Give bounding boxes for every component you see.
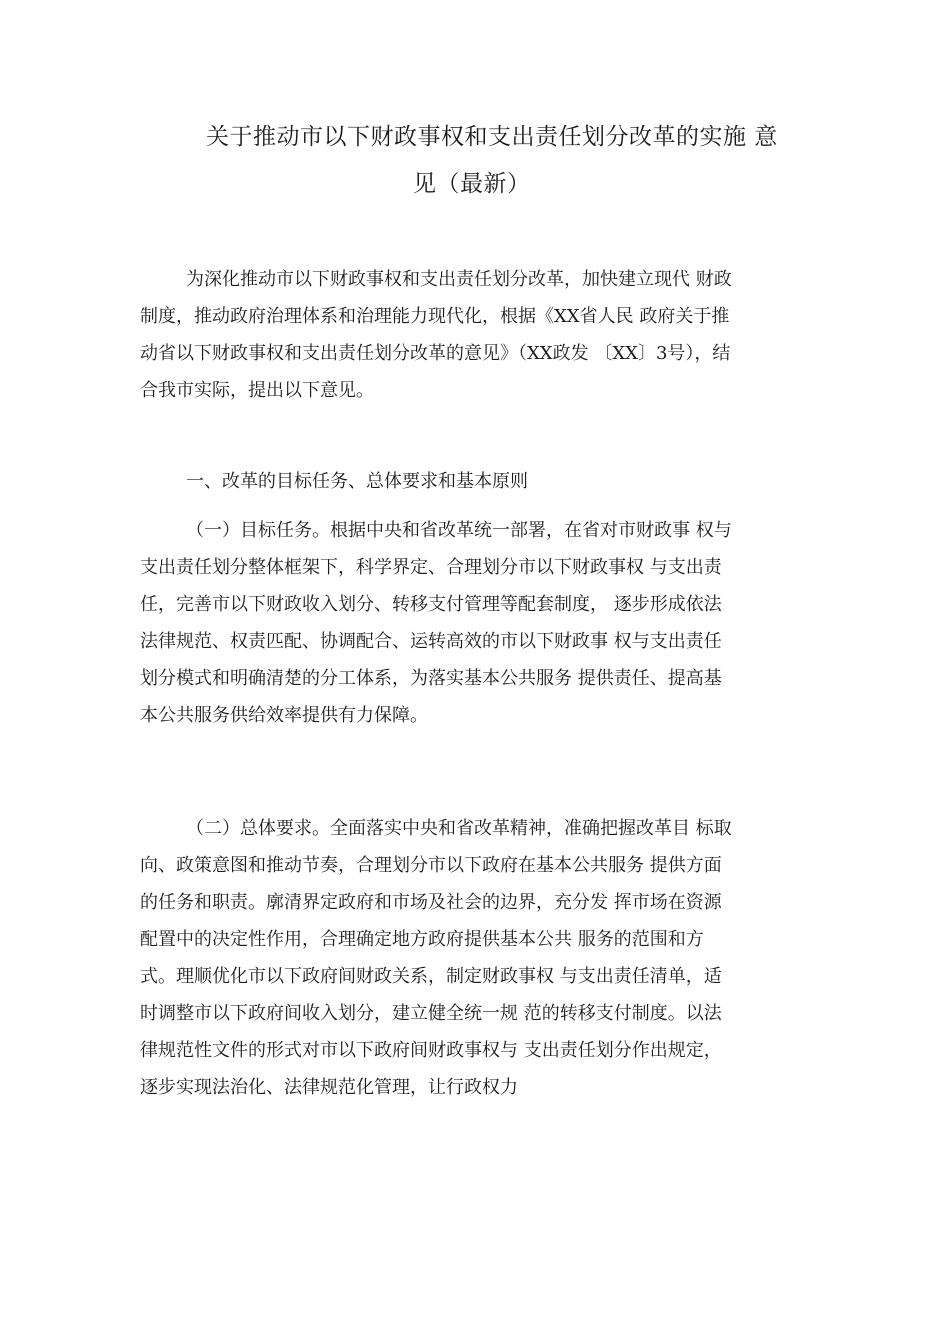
paragraph-line: 动省以下财政事权和支出责任划分改革的意见》（XX政发 〔XX〕3号），结 bbox=[140, 343, 731, 364]
paragraph-line: 的任务和职责。廓清界定政府和市场及社会的边界，充分发 挥市场在资源 bbox=[140, 892, 722, 913]
paragraph-line: 划分模式和明确清楚的分工体系，为落实基本公共服务 提供责任、提高基 bbox=[140, 668, 722, 689]
paragraph-line: （一）目标任务。根据中央和省改革统一部署，在省对市财政事 权与 bbox=[186, 520, 732, 541]
paragraph-goals bbox=[140, 512, 820, 734]
document-title-line-2: 见（最新） bbox=[413, 171, 531, 197]
paragraph-line: 支出责任划分整体框架下，科学界定、合理划分市以下财政事权 与支出责 bbox=[140, 557, 722, 578]
paragraph-line: 为深化推动市以下财政事权和支出责任划分改革，加快建立现代 财政 bbox=[186, 269, 732, 290]
paragraph-line: 配置中的决定性作用，合理确定地方政府提供基本公共 服务的范围和方 bbox=[140, 929, 704, 950]
paragraph-line: 逐步实现法治化、法律规范化管理，让行政权力 bbox=[140, 1077, 518, 1098]
paragraph-line: （二）总体要求。全面落实中央和省改革精神，准确把握改革目 标取 bbox=[186, 818, 732, 839]
section-heading-text: 一、改革的目标任务、总体要求和基本原则 bbox=[186, 471, 528, 492]
paragraph-line: 本公共服务供给效率提供有力保障。 bbox=[140, 705, 428, 726]
paragraph-line: 合我市实际，提出以下意见。 bbox=[140, 380, 374, 401]
paragraph-line: 法律规范、权责匹配、协调配合、运转高效的市以下财政事 权与支出责任 bbox=[140, 631, 722, 652]
paragraph-line: 时调整市以下政府间收入划分，建立健全统一规 范的转移支付制度。以法 bbox=[140, 1003, 722, 1024]
document-title-line-1: 关于推动市以下财政事权和支出责任划分改革的实施 意 bbox=[206, 124, 778, 150]
paragraph-line: 式。理顺优化市以下政府间财政关系，制定财政事权 与支出责任清单，适 bbox=[140, 966, 722, 987]
paragraph-intro bbox=[140, 261, 820, 409]
paragraph-requirements bbox=[140, 810, 820, 1106]
paragraph-line: 制度，推动政府治理体系和治理能力现代化，根据《XX省人民 政府关于推 bbox=[140, 306, 730, 327]
paragraph-line: 任，完善市以下财政收入划分、转移支付管理等配套制度， 逐步形成依法 bbox=[140, 594, 722, 615]
section-heading bbox=[140, 463, 820, 500]
paragraph-line: 律规范性文件的形式对市以下政府间财政事权与 支出责任划分作出规定， bbox=[140, 1040, 722, 1061]
paragraph-line: 向、政策意图和推动节奏，合理划分市以下政府在基本公共服务 提供方面 bbox=[140, 855, 722, 876]
